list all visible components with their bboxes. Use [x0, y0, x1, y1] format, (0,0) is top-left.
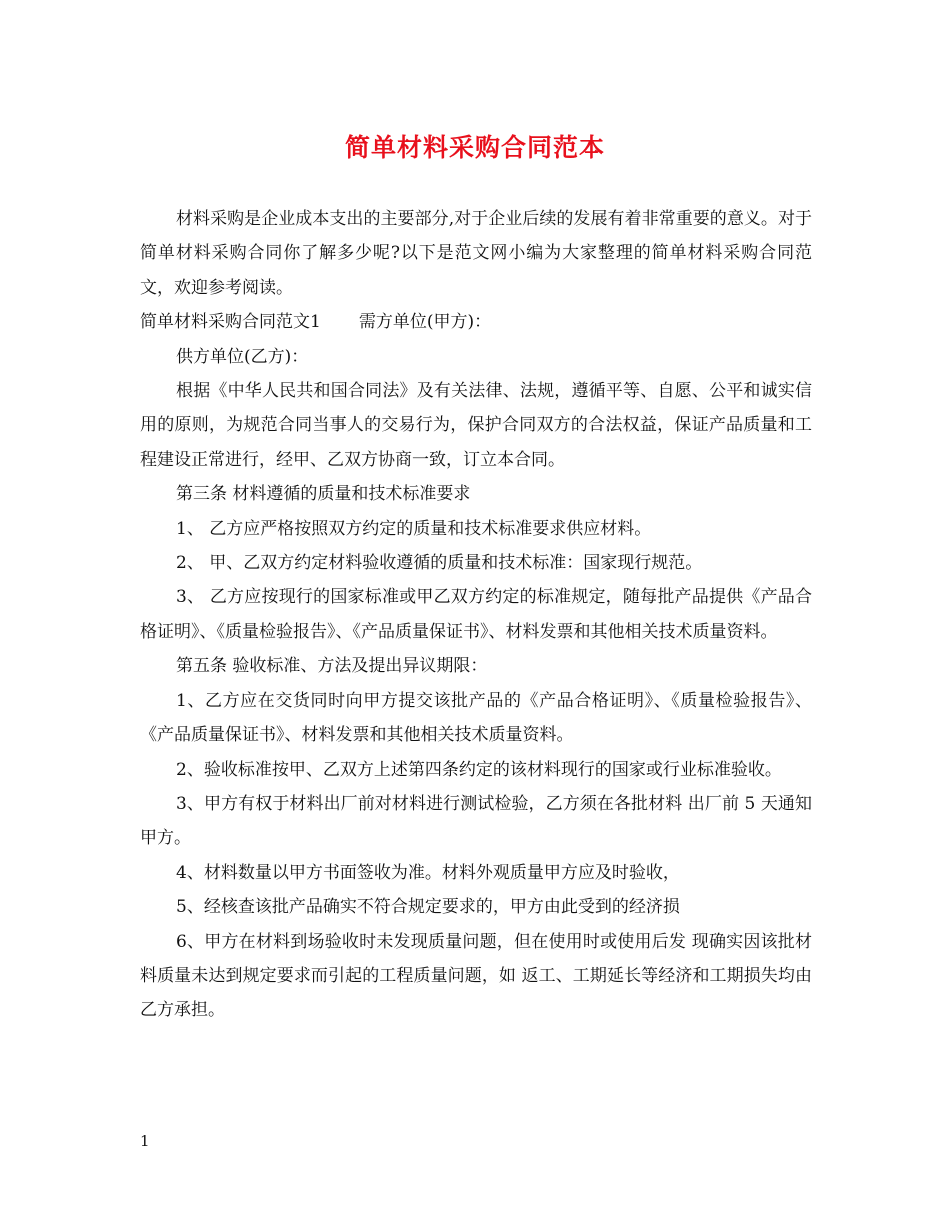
article5-item: 2、验收标准按甲、乙双方上述第四条约定的该材料现行的国家或行业标准验收。: [176, 759, 782, 780]
document-title: 简单材料采购合同范本: [344, 133, 605, 162]
sample-heading: 简单材料采购合同范文1: [140, 312, 321, 333]
intro-paragraph: 材料采购是企业成本支出的主要部分,对于企业后续的发展有着非常重要的意义。对于简单材料采购合同你了解多少呢?以下是范文网小编为大家整理的简单材料采购合同范文，欢迎参考阅读。: [140, 209, 812, 298]
article5-title: 第五条 验收标准、方法及提出异议期限：: [176, 656, 488, 677]
article5-item: 6、甲方在材料到场验收时未发现质量问题，但在使用时或使用后发 现确实因该批材料质量未达到规定要求而引起的工程质量问题，如 返工、工期延长等经济和工期损失均由乙方承担。: [140, 931, 812, 1021]
preamble-paragraph: 根据《中华人民共和国合同法》及有关法律、法规，遵循平等、自愿、公平和诚实信用的原则，为规范合同当事人的交易行为，保护合同双方的合法权益，保证产品质量和工程建设正常进行，经甲、乙双方协商一致，订立本合同。: [140, 381, 812, 470]
article3-item: 1、 乙方应严格按照双方约定的质量和技术标准要求供应材料。: [176, 518, 652, 539]
article5-item: 1、乙方应在交货同时向甲方提交该批产品的《产品合格证明》、《质量检验报告》、《产品质量保证书》、材料发票和其他相关技术质量资料。: [140, 690, 812, 746]
document-body: [140, 202, 812, 1028]
article5-item: 4、材料数量以甲方书面签收为准。材料外观质量甲方应及时验收，: [176, 862, 680, 883]
article5-item: 3、甲方有权于材料出厂前对材料进行测试检验，乙方须在各批材料 出厂前 5 天通知甲方。: [140, 793, 812, 849]
sample-heading-line: [140, 305, 812, 339]
article5-item: 5、经核查该批产品确实不符合规定要求的，甲方由此受到的经济损: [176, 897, 680, 918]
page-number: 1: [140, 1132, 150, 1150]
article3-item: 3、 乙方应按现行的国家标准或甲乙双方约定的标准规定，随每批产品提供《产品合格证明》、《质量检验报告》、《产品质量保证书》、材料发票和其他相关技术质量资料。: [140, 587, 812, 642]
article3-item: 2、 甲、乙双方约定材料验收遵循的质量和技术标准：国家现行规范。: [176, 553, 703, 574]
buyer-label: 需方单位(甲方)：: [358, 312, 492, 333]
article3-title: 第三条 材料遵循的质量和技术标准要求: [176, 484, 471, 505]
supplier-label: 供方单位(乙方)：: [176, 346, 309, 367]
